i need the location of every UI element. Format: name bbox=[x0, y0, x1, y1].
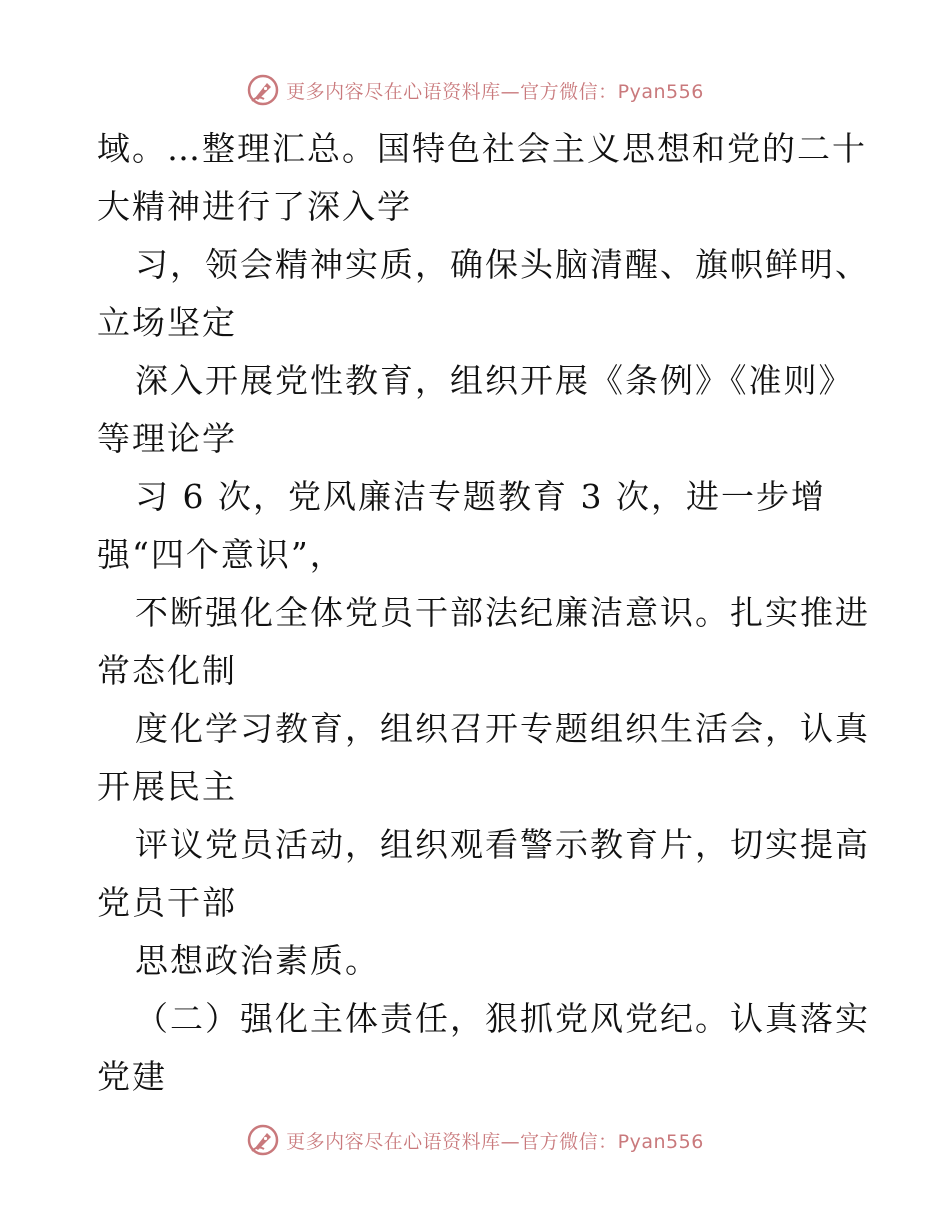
pen-nib-logo-icon bbox=[246, 1123, 280, 1157]
text-line: 不断强化全体党员干部法纪廉洁意识。扎实推进 bbox=[135, 593, 870, 632]
text-line: （二）强化主体责任，狠抓党风党纪。认真落实 bbox=[135, 999, 870, 1038]
text-line: 深入开展党性教育，组织开展《条例》《准则》 bbox=[135, 361, 854, 400]
footer-watermark bbox=[0, 1120, 950, 1160]
text-line: 习，领会精神实质，确保头脑清醒、旗帜鲜明、 bbox=[135, 245, 870, 284]
text-line: 党建 bbox=[97, 1057, 167, 1096]
text-line: 度化学习教育，组织召开专题组织生活会，认真 bbox=[135, 709, 870, 748]
header-watermark bbox=[0, 70, 950, 110]
watermark-text: 更多内容尽在心语资料库—官方微信：Pyan556 bbox=[286, 1130, 704, 1153]
text-line: 强“四个意识”， bbox=[97, 535, 345, 574]
pen-nib-logo-icon bbox=[246, 73, 280, 107]
document-body bbox=[97, 120, 870, 1106]
text-line: 立场坚定 bbox=[97, 303, 237, 342]
text-line: 党员干部 bbox=[97, 883, 237, 922]
text-line: 评议党员活动，组织观看警示教育片，切实提高 bbox=[135, 825, 870, 864]
text-line: 常态化制 bbox=[97, 651, 237, 690]
text-line: 开展民主 bbox=[97, 767, 237, 806]
watermark-text: 更多内容尽在心语资料库—官方微信：Pyan556 bbox=[286, 80, 704, 103]
text-line: 大精神进行了深入学 bbox=[97, 187, 412, 226]
text-line: 习 6 次，党风廉洁专题教育 3 次，进一步增 bbox=[135, 477, 826, 516]
text-line: 思想政治素质。 bbox=[135, 941, 380, 980]
text-line: 等理论学 bbox=[97, 419, 237, 458]
text-line: 域。…整理汇总。国特色社会主义思想和党的二十 bbox=[97, 129, 867, 168]
